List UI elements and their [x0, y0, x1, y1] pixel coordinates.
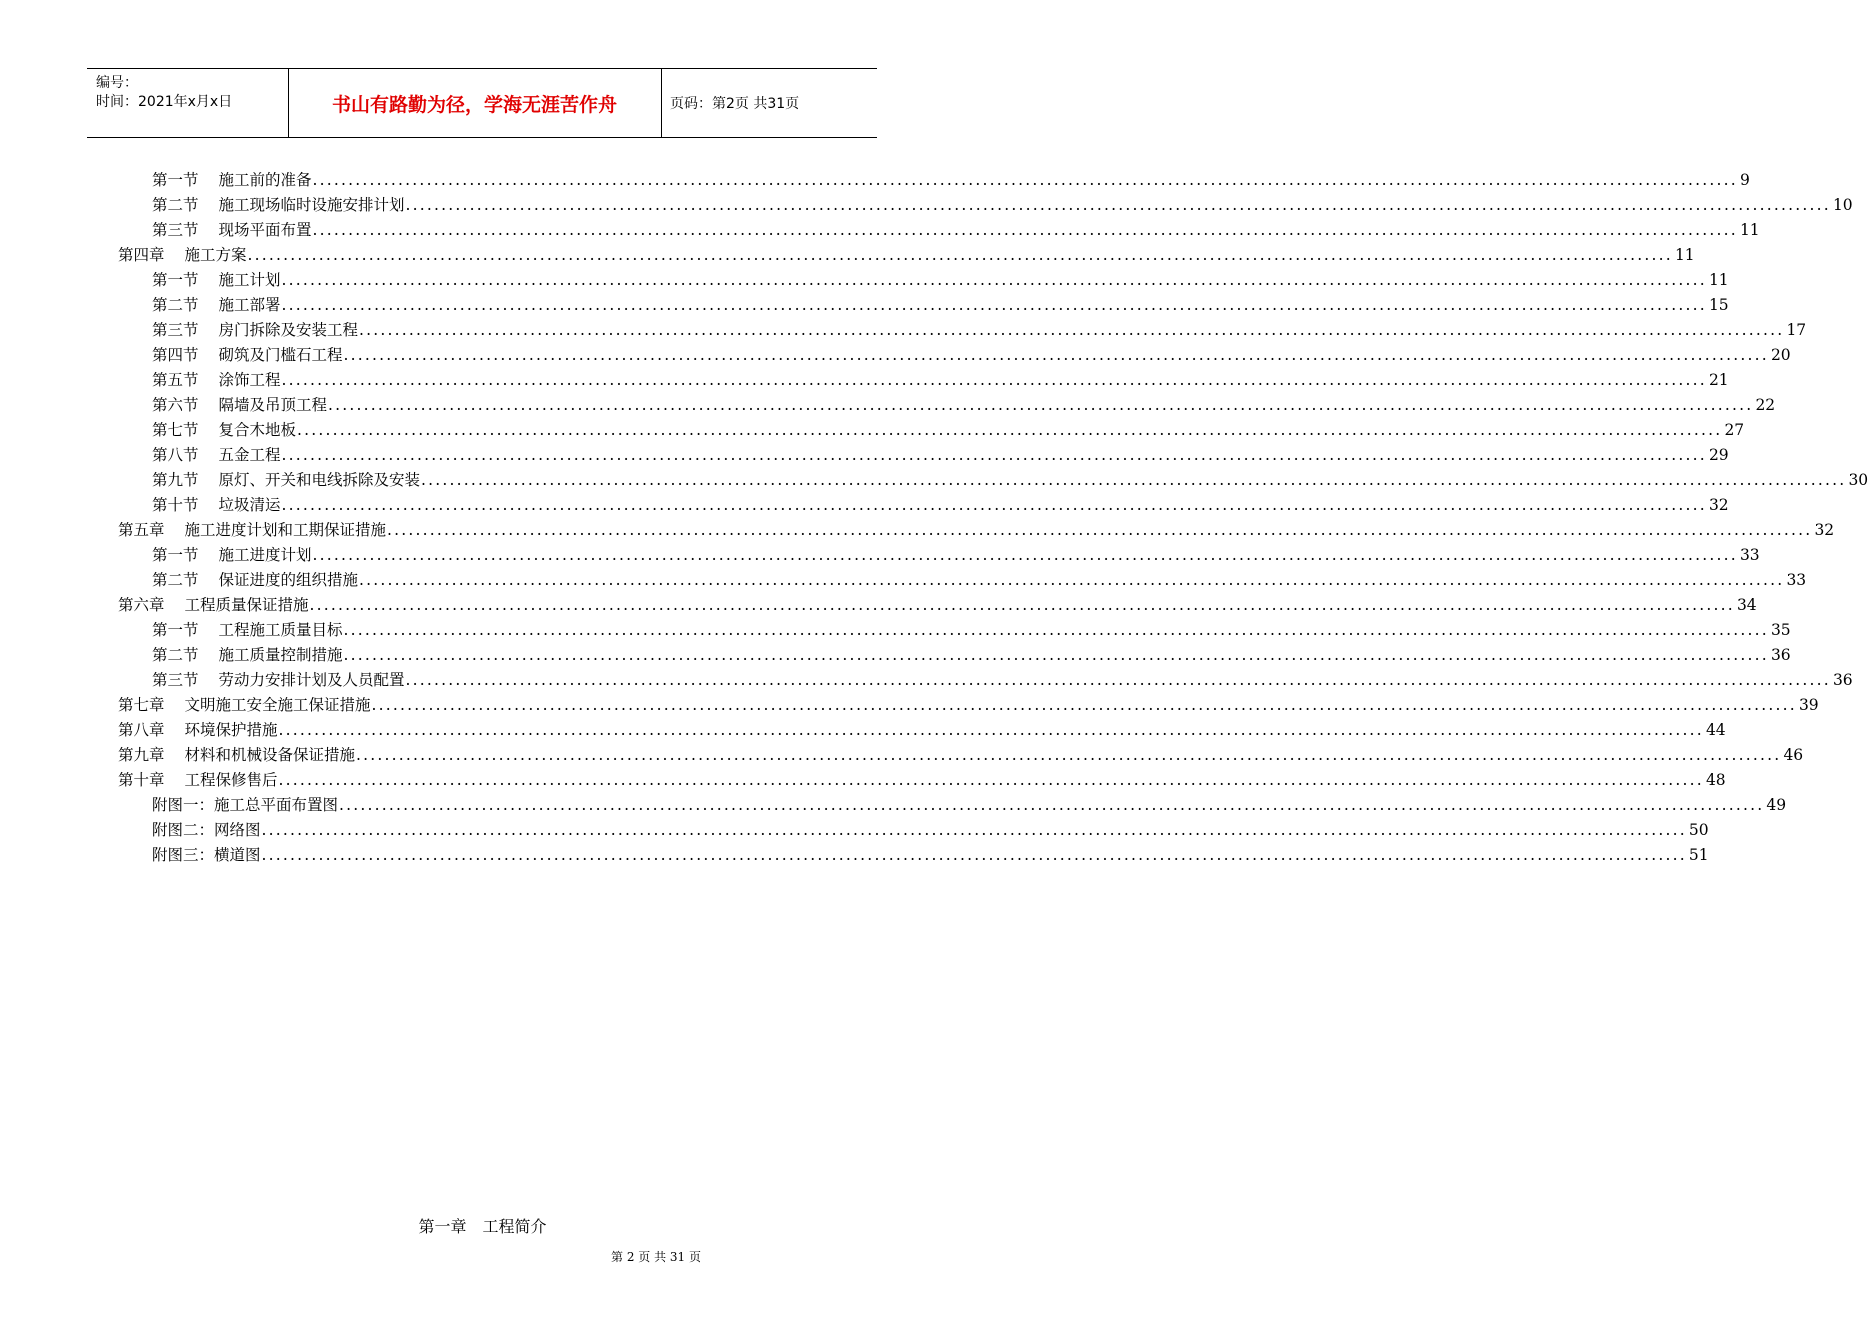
toc-dot-leader: ........................................................................................................................................................................................................: [343, 621, 1769, 639]
toc-entry-prefix: 第八章: [118, 721, 165, 739]
toc-entry-title: 施工部署: [218, 296, 281, 314]
toc-dot-leader: ........................................................................................................................................................................................................: [371, 696, 1797, 714]
toc-entry-page: 50: [1688, 821, 1709, 839]
toc-entry-page: 36: [1832, 671, 1853, 689]
toc-entry-label: [118, 593, 309, 615]
toc-entry-label: [152, 168, 312, 190]
toc-entry-title: 保证进度的组织措施: [218, 571, 359, 589]
chapter-heading: 第一章 工程简介: [418, 1217, 547, 1236]
toc-entry-label: [152, 268, 281, 290]
toc-dot-leader: ........................................................................................................................................................................................................: [312, 171, 1738, 189]
toc-dot-leader: ........................................................................................................................................................................................................: [247, 246, 1673, 264]
toc-entry[interactable]: [152, 818, 1709, 843]
toc-entry-page: 11: [1708, 271, 1729, 289]
toc-entry-page: 29: [1708, 446, 1729, 464]
toc-entry-prefix: 第一节: [152, 171, 199, 189]
toc-entry-page: 17: [1786, 321, 1807, 339]
toc-entry[interactable]: [118, 768, 1726, 793]
toc-entry-prefix: 第四章: [118, 246, 165, 264]
header-divider: [661, 69, 662, 137]
toc-entry[interactable]: [118, 743, 1804, 768]
toc-entry-page: 11: [1739, 221, 1760, 239]
toc-entry-label: [152, 493, 281, 515]
toc-entry-label: [152, 318, 358, 340]
toc-entry-page: 35: [1770, 621, 1791, 639]
toc-entry-page: 34: [1736, 596, 1757, 614]
toc-entry-label: [152, 843, 261, 865]
toc-entry[interactable]: [118, 593, 1757, 618]
toc-entry-page: 39: [1798, 696, 1819, 714]
toc-entry-prefix: 第六节: [152, 396, 199, 414]
toc-entry-prefix: 第六章: [118, 596, 165, 614]
toc-dot-leader: ........................................................................................................................................................................................................: [281, 496, 1707, 514]
toc-entry[interactable]: [152, 568, 1807, 593]
toc-entry-title: 施工计划: [218, 271, 281, 289]
toc-entry-title: 工程质量保证措施: [184, 596, 309, 614]
toc-entry-title: 复合木地板: [218, 421, 297, 439]
toc-entry-page: 20: [1770, 346, 1791, 364]
toc-entry[interactable]: [118, 693, 1819, 718]
toc-entry-prefix: 第一节: [152, 271, 199, 289]
toc-entry-page: 49: [1766, 796, 1787, 814]
toc-entry-title: 工程保修售后: [184, 771, 278, 789]
toc-entry[interactable]: [152, 193, 1853, 218]
toc-entry[interactable]: [152, 443, 1729, 468]
toc-entry-prefix: 第七章: [118, 696, 165, 714]
toc-entry[interactable]: [152, 643, 1791, 668]
toc-entry-page: 33: [1739, 546, 1760, 564]
toc-entry-prefix: 第三节: [152, 221, 199, 239]
header-meta: [87, 69, 288, 137]
toc-entry-label: [118, 693, 371, 715]
toc-entry-page: 27: [1724, 421, 1745, 439]
toc-entry-prefix: 第七节: [152, 421, 199, 439]
toc-entry-page: 11: [1674, 246, 1695, 264]
toc-dot-leader: ........................................................................................................................................................................................................: [405, 196, 1831, 214]
header-page-info: 页码：第2页 共31页: [670, 96, 800, 112]
toc-entry-prefix: 第三节: [152, 321, 199, 339]
toc-entry-page: 51: [1688, 846, 1709, 864]
toc-entry-prefix: 第二节: [152, 196, 199, 214]
toc-entry-label: [152, 443, 281, 465]
toc-entry[interactable]: [152, 168, 1750, 193]
toc-entry-prefix: 第二节: [152, 646, 199, 664]
toc-entry[interactable]: [152, 418, 1745, 443]
toc-entry-label: [118, 768, 278, 790]
toc-entry-title: 现场平面布置: [218, 221, 312, 239]
toc-entry-label: [118, 718, 278, 740]
toc-dot-leader: ........................................................................................................................................................................................................: [312, 221, 1738, 239]
toc-entry-prefix: 第二节: [152, 571, 199, 589]
toc-entry-page: 36: [1770, 646, 1791, 664]
toc-entry[interactable]: [152, 543, 1760, 568]
toc-entry-prefix: 第四节: [152, 346, 199, 364]
toc-entry-prefix: 第九节: [152, 471, 199, 489]
toc-entry[interactable]: [152, 268, 1729, 293]
toc-entry-title: 工程施工质量目标: [218, 621, 343, 639]
toc-entry-label: [152, 393, 327, 415]
toc-dot-leader: ........................................................................................................................................................................................................: [343, 346, 1769, 364]
toc-entry-prefix: 第一节: [152, 546, 199, 564]
toc-dot-leader: ........................................................................................................................................................................................................: [356, 746, 1782, 764]
toc-entry-page: 46: [1783, 746, 1804, 764]
toc-entry-label: [118, 243, 247, 265]
page-footer: 第 2 页 共 31 页: [611, 1250, 701, 1264]
toc-entry-title: 垃圾清运: [218, 496, 281, 514]
toc-entry-prefix: 第十章: [118, 771, 165, 789]
toc-entry[interactable]: [152, 668, 1853, 693]
toc-entry[interactable]: [152, 368, 1729, 393]
toc-entry-label: [152, 793, 338, 815]
toc-entry-title: 材料和机械设备保证措施: [184, 746, 356, 764]
toc-entry[interactable]: [152, 318, 1807, 343]
toc-entry-title: 施工前的准备: [218, 171, 312, 189]
toc-entry-label: [152, 343, 343, 365]
toc-entry-title: 原灯、开关和电线拆除及安装: [218, 471, 421, 489]
toc-entry[interactable]: [118, 243, 1695, 268]
toc-entry-page: 22: [1755, 396, 1776, 414]
toc-entry-title: 附图一：施工总平面布置图: [152, 796, 339, 814]
toc-entry-page: 30: [1848, 471, 1868, 489]
toc-entry-label: [152, 218, 312, 240]
toc-dot-leader: ........................................................................................................................................................................................................: [261, 846, 1687, 864]
toc-dot-leader: ........................................................................................................................................................................................................: [312, 546, 1738, 564]
toc-entry[interactable]: [152, 618, 1791, 643]
toc-entry-title: 施工质量控制措施: [218, 646, 343, 664]
toc-entry-prefix: 第五章: [118, 521, 165, 539]
toc-entry-label: [152, 468, 420, 490]
toc-entry[interactable]: [152, 468, 1868, 493]
toc-dot-leader: ........................................................................................................................................................................................................: [359, 321, 1785, 339]
toc-entry[interactable]: [118, 718, 1726, 743]
toc-entry-prefix: 第九章: [118, 746, 165, 764]
toc-entry-label: [152, 193, 405, 215]
toc-entry-page: 44: [1705, 721, 1726, 739]
toc-entry-prefix: 第三节: [152, 671, 199, 689]
toc-entry-title: 房门拆除及安装工程: [218, 321, 359, 339]
toc-entry-prefix: 第八节: [152, 446, 199, 464]
toc-entry-title: 砌筑及门槛石工程: [218, 346, 343, 364]
toc-entry-label: [152, 668, 405, 690]
toc-entry-label: [152, 418, 296, 440]
toc-entry-prefix: 第一节: [152, 621, 199, 639]
toc-dot-leader: ........................................................................................................................................................................................................: [339, 796, 1765, 814]
toc-entry-prefix: 第十节: [152, 496, 199, 514]
toc-entry-title: 文明施工安全施工保证措施: [184, 696, 371, 714]
toc-entry-label: [152, 618, 343, 640]
toc-entry-page: 32: [1814, 521, 1835, 539]
toc-dot-leader: ........................................................................................................................................................................................................: [359, 571, 1785, 589]
toc-entry-label: [152, 643, 343, 665]
toc-dot-leader: ........................................................................................................................................................................................................: [278, 771, 1704, 789]
toc-entry-title: 五金工程: [218, 446, 281, 464]
toc-dot-leader: ........................................................................................................................................................................................................: [387, 521, 1813, 539]
toc-entry-title: 附图二：网络图: [152, 821, 261, 839]
toc-entry-page: 32: [1708, 496, 1729, 514]
toc-dot-leader: ........................................................................................................................................................................................................: [261, 821, 1687, 839]
toc-entry-prefix: 第二节: [152, 296, 199, 314]
toc-entry-title: 施工进度计划: [218, 546, 312, 564]
toc-entry-label: [152, 368, 281, 390]
toc-entry-page: 9: [1739, 171, 1750, 189]
toc-entry-page: 48: [1705, 771, 1726, 789]
toc-dot-leader: ........................................................................................................................................................................................................: [421, 471, 1847, 489]
toc-dot-leader: ........................................................................................................................................................................................................: [405, 671, 1831, 689]
document-time-label: 时间：2021年x月x日: [96, 94, 233, 110]
toc-entry-title: 隔墙及吊顶工程: [218, 396, 328, 414]
toc-entry[interactable]: [152, 843, 1709, 868]
toc-dot-leader: ........................................................................................................................................................................................................: [281, 271, 1707, 289]
toc-dot-leader: ........................................................................................................................................................................................................: [343, 646, 1769, 664]
toc-entry-title: 涂饰工程: [218, 371, 281, 389]
toc-entry[interactable]: [152, 293, 1729, 318]
toc-entry-label: [118, 518, 386, 540]
toc-dot-leader: ........................................................................................................................................................................................................: [281, 296, 1707, 314]
toc-entry-label: [152, 818, 261, 840]
toc-entry-title: 施工进度计划和工期保证措施: [184, 521, 387, 539]
toc-entry[interactable]: [152, 793, 1787, 818]
toc-dot-leader: ........................................................................................................................................................................................................: [281, 371, 1707, 389]
toc-entry-label: [152, 543, 312, 565]
toc-dot-leader: ........................................................................................................................................................................................................: [309, 596, 1735, 614]
toc-entry-title: 施工方案: [184, 246, 247, 264]
toc-entry[interactable]: [152, 393, 1776, 418]
toc-entry-page: 10: [1832, 196, 1853, 214]
toc-entry-page: 33: [1786, 571, 1807, 589]
toc-entry-prefix: 第五节: [152, 371, 199, 389]
toc-entry-label: [152, 293, 281, 315]
toc-entry[interactable]: [118, 518, 1835, 543]
toc-entry-title: 环境保护措施: [184, 721, 278, 739]
toc-entry-label: [152, 568, 358, 590]
document-header: [87, 68, 877, 138]
toc-dot-leader: ........................................................................................................................................................................................................: [328, 396, 1754, 414]
toc-dot-leader: ........................................................................................................................................................................................................: [278, 721, 1704, 739]
toc-dot-leader: ........................................................................................................................................................................................................: [281, 446, 1707, 464]
toc-entry-label: [118, 743, 355, 765]
header-motto: 书山有路勤为径，学海无涯苦作舟: [331, 93, 617, 116]
toc-entry[interactable]: [152, 218, 1760, 243]
toc-entry-title: 施工现场临时设施安排计划: [218, 196, 405, 214]
toc-dot-leader: ........................................................................................................................................................................................................: [297, 421, 1723, 439]
toc-entry-page: 21: [1708, 371, 1729, 389]
toc-entry-title: 附图三：横道图: [152, 846, 261, 864]
toc-entry-page: 15: [1708, 296, 1729, 314]
document-number-label: 编号：: [96, 75, 138, 91]
toc-entry[interactable]: [152, 343, 1791, 368]
toc-entry[interactable]: [152, 493, 1729, 518]
toc-entry-title: 劳动力安排计划及人员配置: [218, 671, 405, 689]
